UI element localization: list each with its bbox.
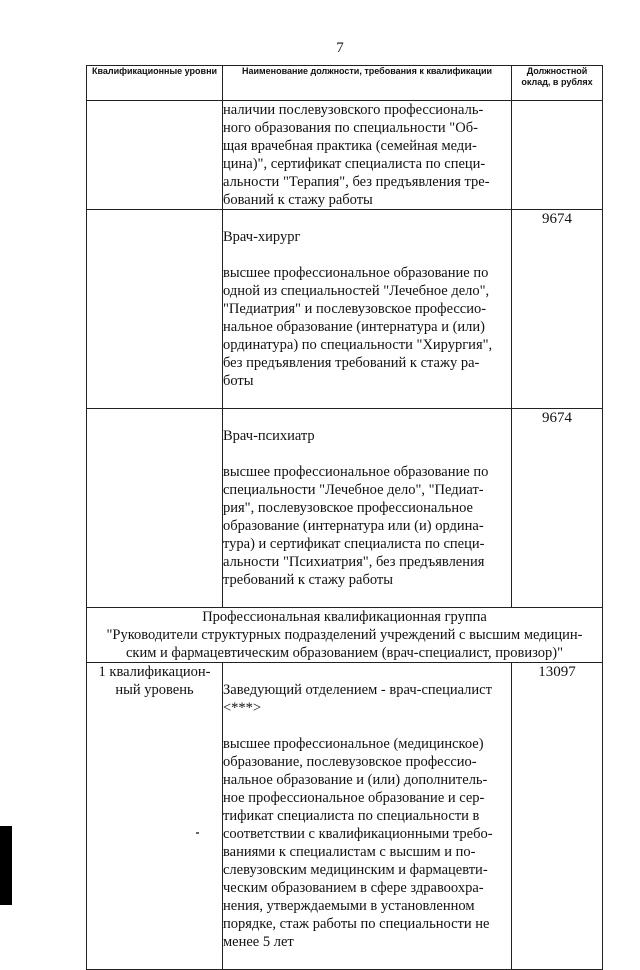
level-cell-empty (87, 210, 223, 409)
header-salary: Должностной оклад, в рублях (512, 66, 603, 101)
surgeon-description (223, 210, 512, 409)
qualification-table (86, 65, 603, 970)
department-head-description (223, 663, 512, 970)
table-row-department-head (87, 663, 603, 970)
level-cell-empty (87, 101, 223, 210)
scan-speck (196, 832, 199, 834)
table-row-surgeon (87, 210, 603, 409)
position-title-psychiatrist: Врач-психиатр (223, 428, 315, 444)
table-row-psychiatrist (87, 409, 603, 608)
salary-surgeon: 9674 (512, 210, 603, 409)
group-heading: Профессиональная квалификационная группа "Руководители структурных подразделений учреждений с высшим медицин- ским и фармацевтическим образованием (врач-специалист, провизор)" (87, 608, 603, 663)
position-title-surgeon: Врач-хирург (223, 229, 301, 245)
psychiatrist-description (223, 409, 512, 608)
qualification-level: 1 квалификацион- ный уровень (87, 663, 223, 970)
table-row-group-heading (87, 608, 603, 663)
continued-requirements: наличии послевузовского профессиональ- ного образования по специальности "Об- щая врачебная практика (семейная меди- цина)", сертификат специалиста по специ- альности "Терапия", без предъявления тре- бований к стажу работы (223, 101, 512, 210)
header-qualification-levels: Квалификационные уровни (87, 66, 223, 101)
table-header-row (87, 66, 603, 101)
scan-edge-mark (0, 826, 12, 905)
table-row-continuation (87, 101, 603, 210)
page-number: 7 (336, 40, 344, 56)
requirements-department-head: высшее профессиональное (медицинское) образование, послевузовское профессио- нальное образование и (или) дополнитель- ное профессиональное образование и сер- тификат специалиста по специальности в соответствии с квалификационными требо- ваниями к специалистам с высшим и по- слевузовским медицинским и фармацевти- ческим образованием в сфере здравоохра- нения, утверждаемыми в установленном порядке, стаж работы по специальности не менее 5 лет (223, 736, 493, 950)
position-title-department-head: Заведующий отделением - врач-специалист <***> (223, 682, 492, 716)
salary-psychiatrist: 9674 (512, 409, 603, 608)
salary-department-head: 13097 (512, 663, 603, 970)
requirements-surgeon: высшее профессиональное образование по одной из специальностей "Лечебное дело", "Педиатрия" и послевузовское профессио- нальное образование (интернатура и (или) ординатура) по специальности "Хирургия", без предъявления требований к стажу ра- боты (223, 265, 493, 389)
header-position-requirements: Наименование должности, требования к квалификации (223, 66, 512, 101)
level-cell-empty (87, 409, 223, 608)
salary-cell-empty (512, 101, 603, 210)
requirements-psychiatrist: высшее профессиональное образование по специальности "Лечебное дело", "Педиат- рия", послевузовское профессиональное образование (интернатура или (и) ордина- тура) и сертификат специалиста по специ- альности "Психиатрия", без предъявления требований к стажу работы (223, 464, 489, 588)
